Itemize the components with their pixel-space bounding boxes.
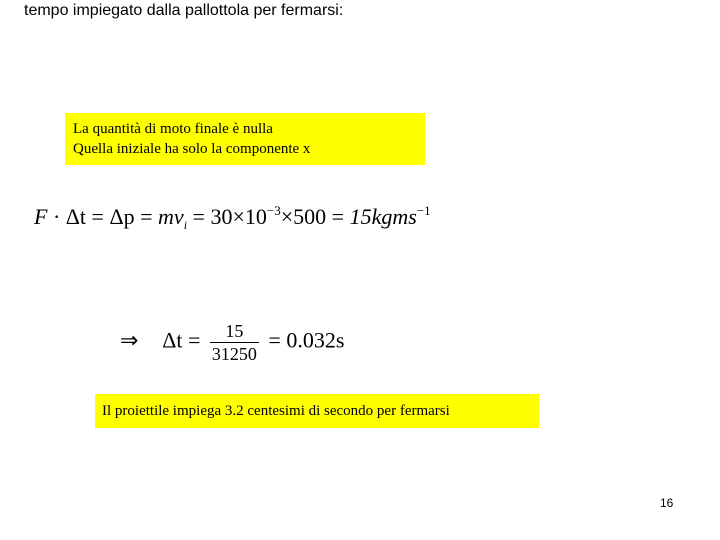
equals-sign: =	[268, 327, 281, 353]
exponent-minus-one: −1	[416, 203, 431, 218]
delta-t: Δt	[162, 327, 183, 353]
note-line-initial: Quella iniziale ha solo la componente x	[73, 141, 311, 157]
fraction-numerator: 15	[210, 320, 259, 343]
impulse-result: 15kgms	[349, 204, 417, 229]
dot-operator: ·	[52, 204, 61, 229]
delta-p: Δp	[109, 204, 135, 229]
equals-sign: =	[192, 204, 205, 229]
mass-expression: 30×10	[210, 204, 267, 229]
force-symbol: F	[34, 204, 48, 229]
time-result: 0.032s	[286, 327, 345, 353]
impulse-equation	[34, 203, 431, 233]
exponent-minus-three: −3	[266, 203, 281, 218]
note-line-final: La quantità di moto finale è nulla	[73, 121, 273, 137]
equals-sign: =	[91, 204, 104, 229]
delta-t: Δt	[65, 204, 87, 229]
note-conclusion: Il proiettile impiega 3.2 centesimi di secondo per fermarsi	[95, 394, 539, 428]
slide-heading: tempo impiegato dalla pallottola per fermarsi:	[24, 2, 344, 19]
note-momentum	[65, 113, 425, 165]
time-equation	[120, 320, 344, 365]
equals-sign: =	[331, 204, 345, 229]
fraction	[210, 320, 259, 365]
equals-sign: =	[140, 204, 153, 229]
velocity-factor: ×500	[280, 204, 327, 229]
subscript-i: i	[183, 218, 188, 232]
momentum-initial: mv	[158, 204, 184, 229]
fraction-denominator: 31250	[211, 344, 257, 364]
implies-arrow: ⇒	[120, 327, 139, 353]
page-number: 16	[660, 496, 674, 510]
equals-sign: =	[188, 327, 201, 353]
